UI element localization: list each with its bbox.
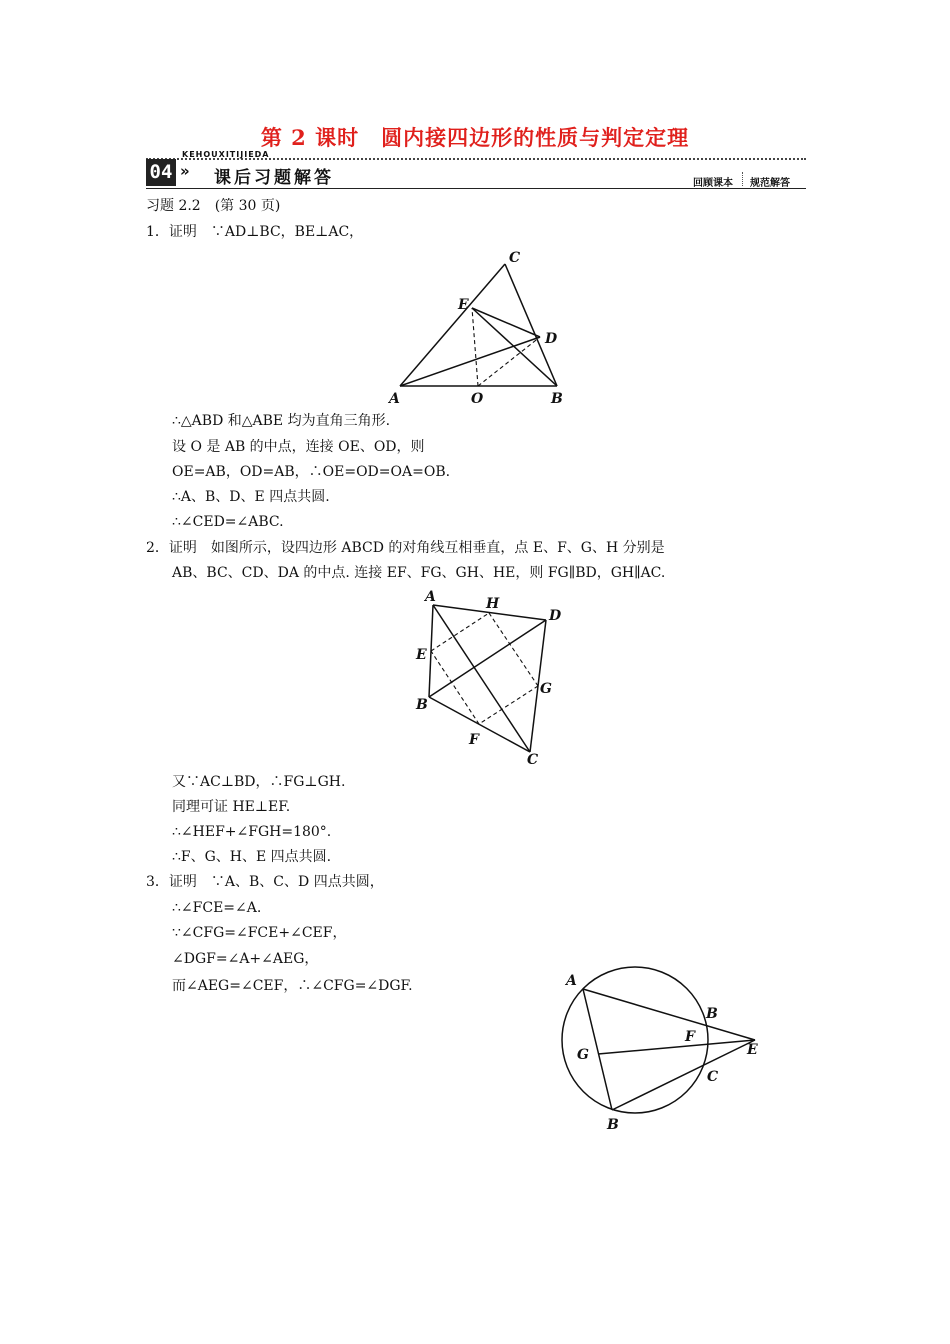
label-f: F xyxy=(469,732,479,748)
label-b-upper: B xyxy=(706,1006,718,1022)
label-e: E xyxy=(416,647,427,663)
label-b-lower: B xyxy=(607,1117,619,1133)
label-d: D xyxy=(549,608,562,624)
label-c: C xyxy=(527,752,539,768)
p1-line-4: OE=AB，OD=AB，∴OE=OD=OA=OB. xyxy=(172,464,451,480)
p3-line-4: ∠DGF=∠A+∠AEG， xyxy=(172,951,319,967)
p2-line-1: 2．证明 如图所示，设四边形 ABCD 的对角线互相垂直，点 E、F、G、H 分别是 xyxy=(146,540,665,556)
label-c: C xyxy=(509,250,521,266)
p1-line-6: ∴∠CED=∠ABC. xyxy=(172,514,284,530)
p3-line-5: 而∠AEG=∠CEF，∴∠CFG=∠DGF. xyxy=(172,978,413,994)
page-title: 第 2 课时 圆内接四边形的性质与判定定理 xyxy=(260,125,690,150)
exercise-heading: 习题 2.2 (第 30 页) xyxy=(146,198,281,214)
p2-line-6: ∴F、G、H、E 四点共圆. xyxy=(172,849,332,865)
p3-line-2: ∴∠FCE=∠A. xyxy=(172,900,262,916)
figure-triangle-abc xyxy=(390,244,580,410)
p2-line-5: ∴∠HEF+∠FGH=180°. xyxy=(172,824,332,840)
label-g: G xyxy=(577,1047,589,1063)
label-a: A xyxy=(425,589,436,605)
figure-circle-abce xyxy=(558,958,778,1138)
p2-line-2: AB、BC、CD、DA 的中点. 连接 EF、FG、GH、HE，则 FG∥BD，GH∥AC. xyxy=(172,565,666,581)
label-e: E xyxy=(747,1042,758,1058)
header-rule xyxy=(146,188,806,189)
label-h: H xyxy=(486,596,500,612)
section-title: 课后习题解答 xyxy=(214,168,334,188)
section-tag-standard: 规范解答 xyxy=(750,178,790,189)
label-d: D xyxy=(545,331,558,347)
section-pinyin: KEHOUXITIJIEDA xyxy=(182,150,270,159)
label-b: B xyxy=(551,391,563,407)
p2-line-4: 同理可证 HE⊥EF. xyxy=(172,799,291,815)
label-c: C xyxy=(707,1069,719,1085)
label-e: E xyxy=(458,297,469,313)
p2-line-3: 又∵AC⊥BD，∴FG⊥GH. xyxy=(172,774,346,790)
p3-line-1: 3．证明 ∵A、B、C、D 四点共圆， xyxy=(146,874,384,890)
label-a: A xyxy=(389,391,400,407)
tag-separator xyxy=(742,172,743,186)
section-badge: 04 xyxy=(146,159,176,186)
p1-line-1: 1．证明 ∵AD⊥BC，BE⊥AC， xyxy=(146,224,364,240)
label-g: G xyxy=(540,681,552,697)
p1-line-3: 设 O 是 AB 的中点，连接 OE、OD，则 xyxy=(172,439,425,455)
label-o: O xyxy=(471,391,484,407)
figure-quadrilateral-abcd xyxy=(410,585,570,770)
label-a: A xyxy=(566,973,577,989)
chevron-right-icon: » xyxy=(180,162,190,180)
p1-line-2: ∴△ABD 和△ABE 均为直角三角形. xyxy=(172,413,391,429)
p1-line-5: ∴A、B、D、E 四点共圆. xyxy=(172,489,330,505)
section-tag-review: 回顾课本 xyxy=(693,178,733,189)
p3-line-3: ∵∠CFG=∠FCE+∠CEF， xyxy=(172,925,347,941)
label-b: B xyxy=(416,697,428,713)
label-f: F xyxy=(685,1029,695,1045)
